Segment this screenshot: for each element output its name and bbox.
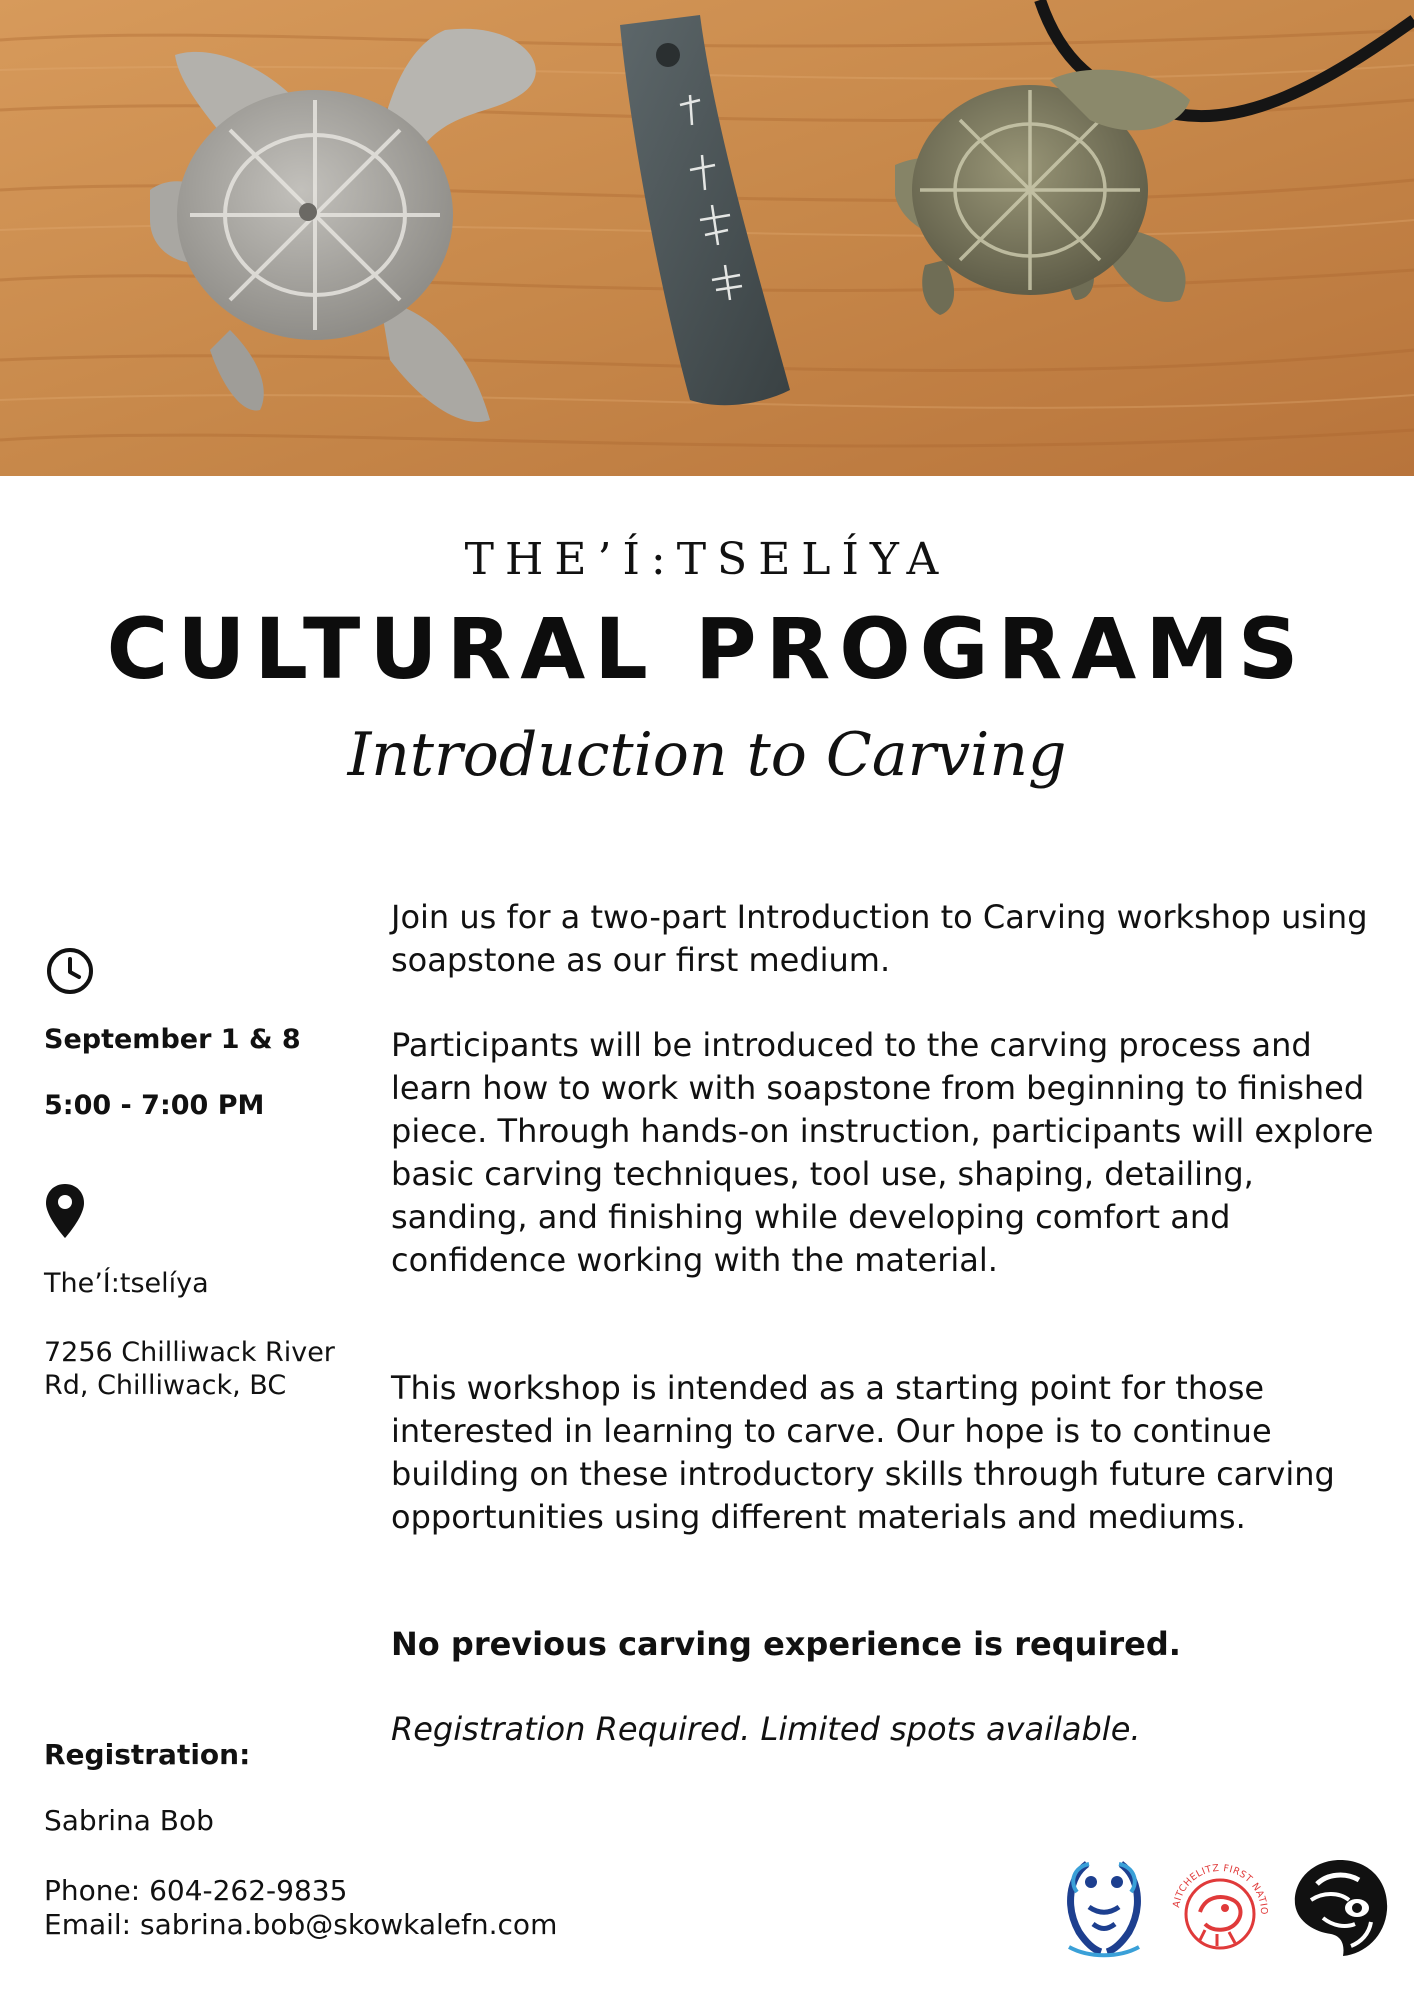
address-line-2: Rd, Chilliwack, BC bbox=[44, 1370, 287, 1401]
registration-note: Registration Required. Limited spots available. bbox=[391, 1710, 1141, 1748]
workshop-subtitle: Introduction to Carving bbox=[347, 720, 1067, 790]
event-time: 5:00 - 7:00 PM bbox=[44, 1090, 265, 1121]
purpose-paragraph: This workshop is intended as a starting point for those interested in learning to carve. Our hope is to continue building on these introductory skills through future carving opportunities using different materials and mediums. bbox=[391, 1369, 1335, 1536]
hero-photo bbox=[0, 0, 1414, 476]
clock-icon bbox=[44, 945, 96, 997]
page-title: CULTURAL PROGRAMS bbox=[106, 600, 1308, 698]
registration-heading: Registration: bbox=[44, 1738, 251, 1771]
program-kicker: THE’Í:TSELÍYA bbox=[464, 534, 950, 585]
aitchelitz-first-nation-crest-logo bbox=[1165, 1852, 1275, 1962]
map-pin-icon bbox=[44, 1182, 86, 1240]
two-salmon-crest-logo bbox=[1049, 1852, 1159, 1962]
black-salmon-crest-logo bbox=[1285, 1852, 1395, 1962]
address-line-1: 7256 Chilliwack River bbox=[44, 1337, 335, 1368]
contact-email: Email: sabrina.bob@skowkalefn.com bbox=[44, 1908, 558, 1941]
svg-text:AITCHELITZ FIRST NATION: AITCHELITZ FIRST NATIO bbox=[1171, 1862, 1270, 1916]
event-venue: The’Í:tselíya bbox=[44, 1268, 209, 1299]
contact-name: Sabrina Bob bbox=[44, 1804, 214, 1837]
event-address bbox=[44, 1336, 374, 1402]
experience-note: No previous carving experience is required. bbox=[391, 1625, 1181, 1663]
carvings-illustration bbox=[0, 0, 1414, 476]
event-date: September 1 & 8 bbox=[44, 1024, 301, 1055]
intro-paragraph: Join us for a two-part Introduction to Carving workshop using soapstone as our first medium. bbox=[391, 898, 1368, 979]
description-paragraph: Participants will be introduced to the carving process and learn how to work with soapstone from beginning to finished piece. Through hands-on instruction, participants will explore basic carving techniques, tool use, shaping, detailing, sanding, and finishing while developing comfort and confidence working with the material. bbox=[391, 1026, 1374, 1279]
contact-phone: Phone: 604-262-9835 bbox=[44, 1874, 348, 1907]
